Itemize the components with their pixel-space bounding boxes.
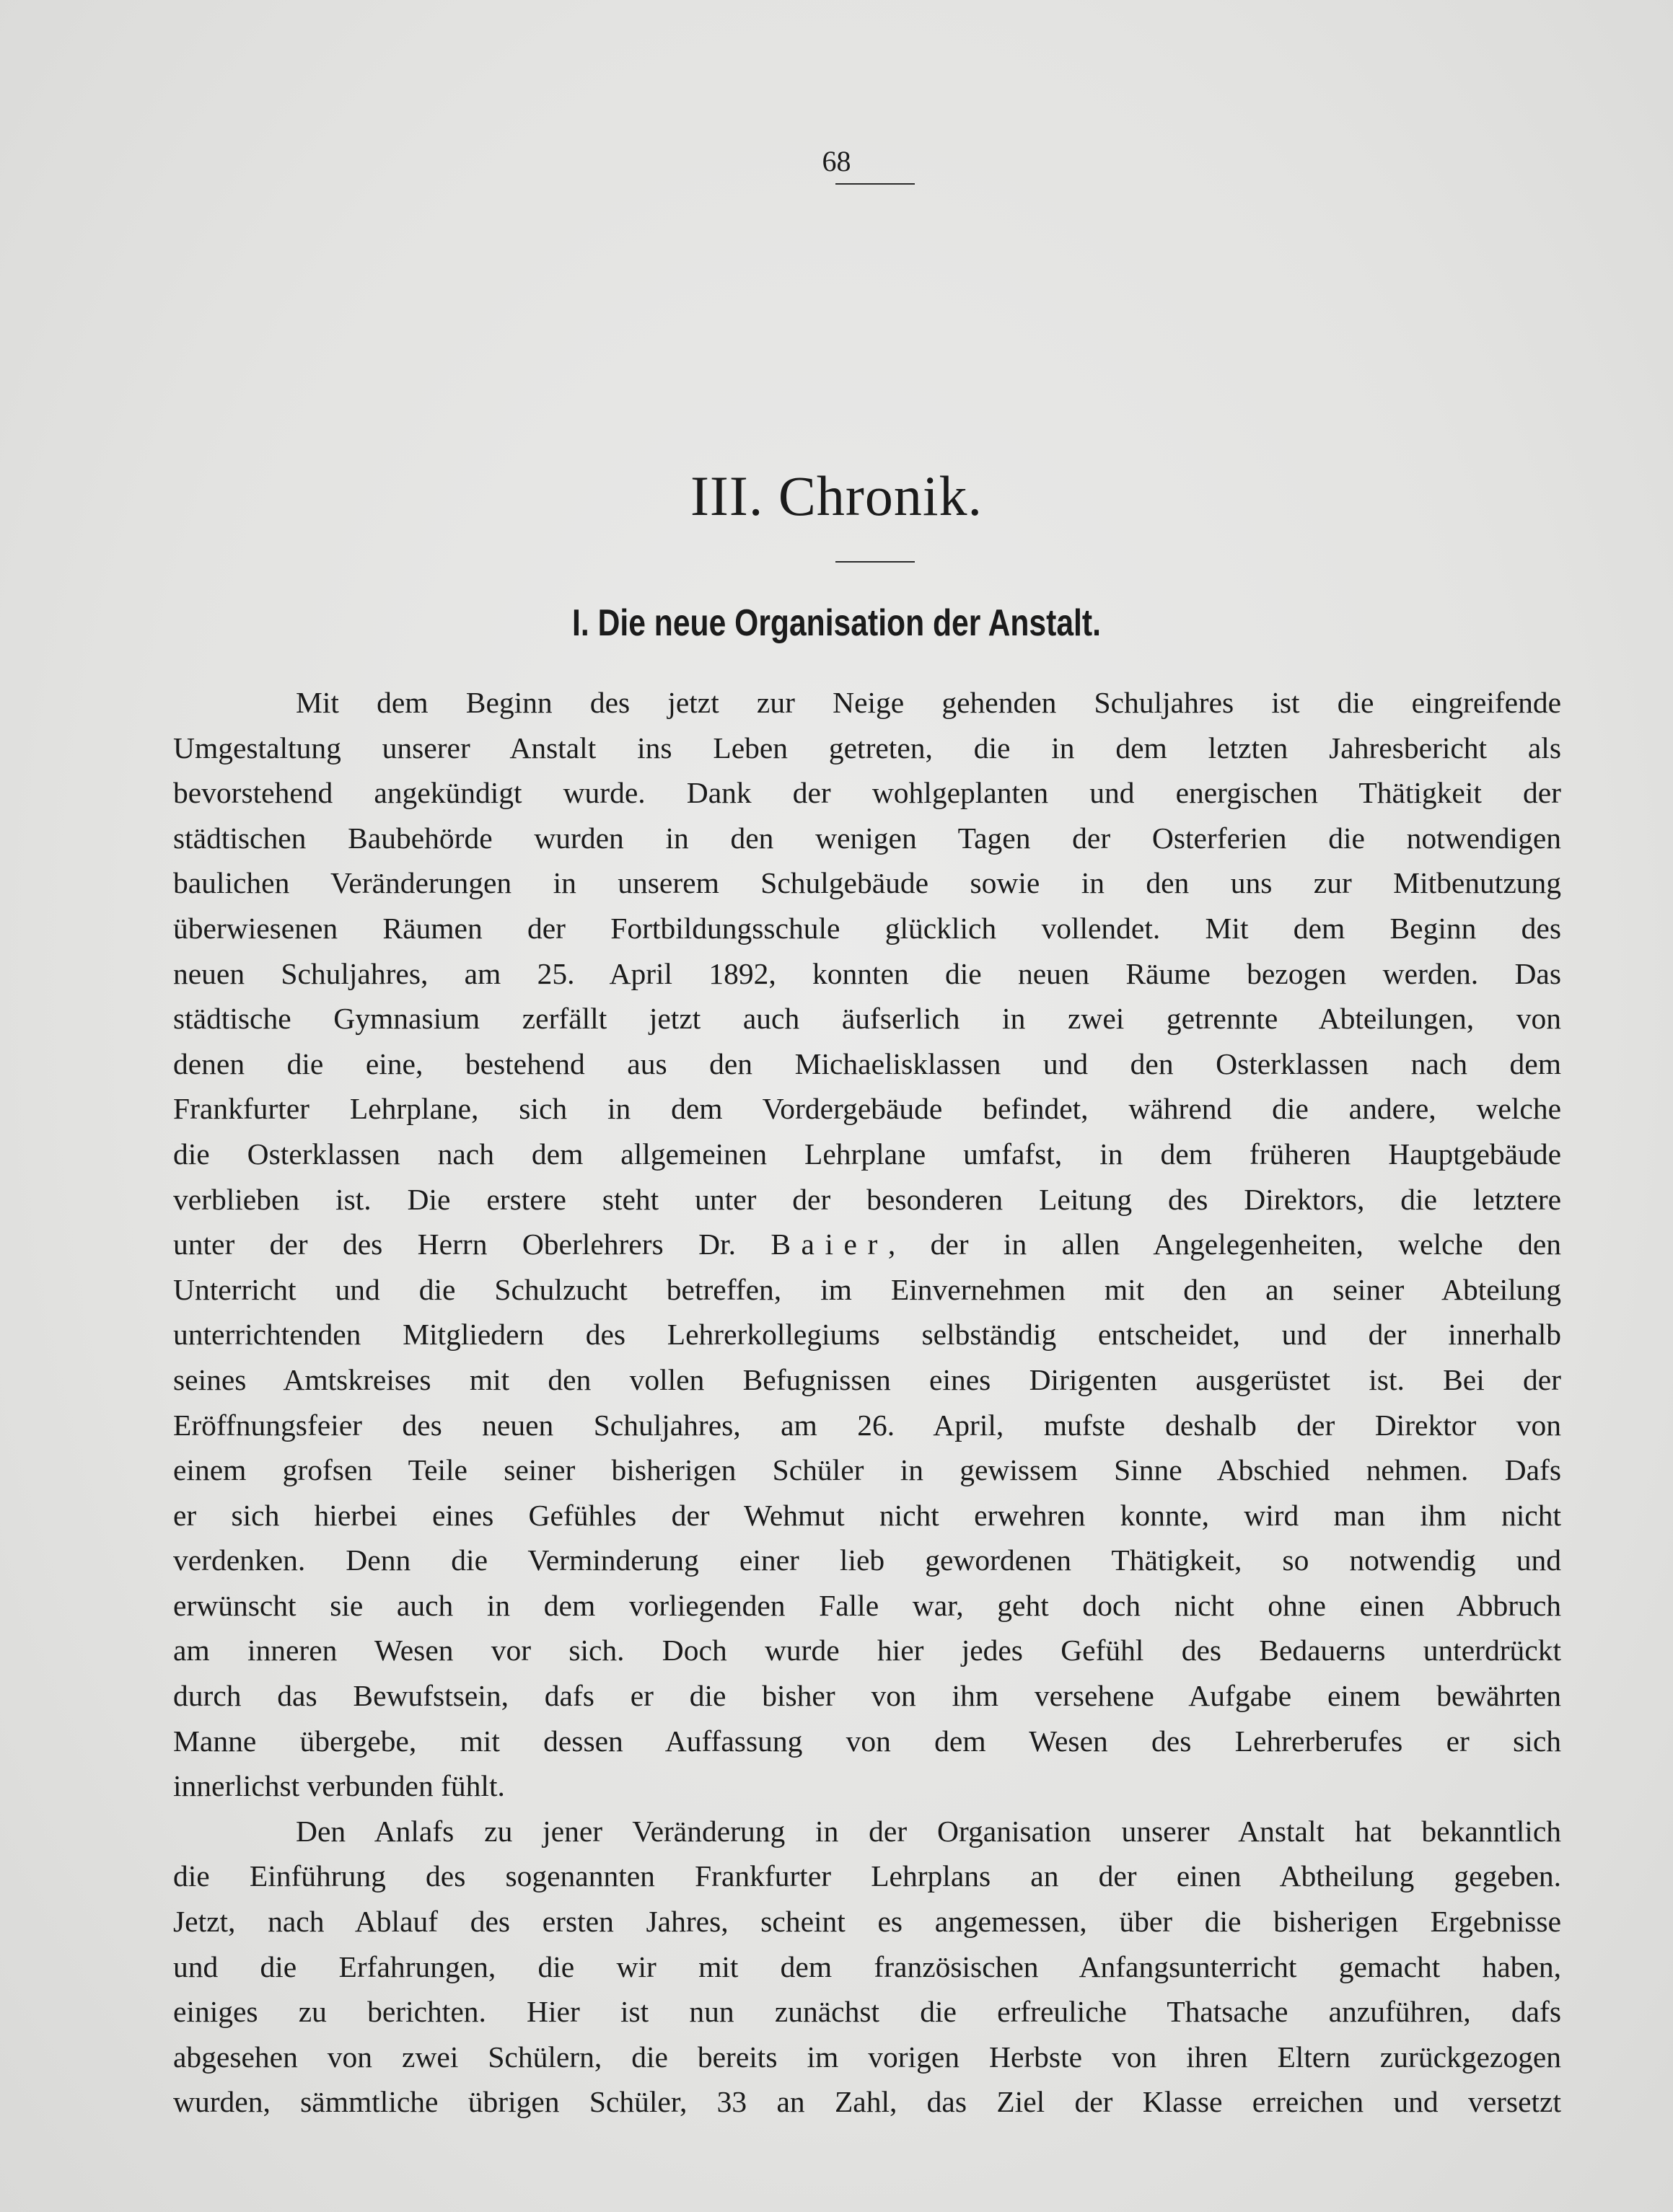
text-line: unterrichtenden Mitgliedern des Lehrerkollegiums selbständig entscheidet, und der innerhalb — [173, 1318, 1561, 1352]
text-line: Eröffnungsfeier des neuen Schuljahres, am 26. April, mufste deshalb der Direktor von — [173, 1408, 1561, 1442]
paragraph-2 — [173, 1811, 1561, 2123]
text-line: Frankfurter Lehrplane, sich in dem Vordergebäude befindet, während die andere, welche — [173, 1092, 1561, 1126]
text-line: Umgestaltung unserer Anstalt ins Leben getreten, die in dem letzten Jahresbericht als — [173, 731, 1561, 764]
chapter-title: III. Chronik. — [690, 464, 983, 527]
text-line: Mit dem Beginn des jetzt zur Neige gehenden Schuljahres ist die eingreifende — [296, 686, 1561, 719]
page-number-rule — [835, 183, 915, 185]
text-line — [173, 1224, 1561, 1265]
text-line: seines Amtskreises mit den vollen Befugnissen eines Dirigenten ausgerüstet ist. Bei der — [173, 1362, 1561, 1396]
text-line: Den Anlafs zu jener Veränderung in der Organisation unserer Anstalt hat bekanntlich — [296, 1814, 1561, 1848]
text-line: die Einführung des sogenannten Frankfurter Lehrplans an der einen Abtheilung gegeben. — [173, 1859, 1561, 1893]
text-line: wurden, sämmtliche übrigen Schüler, 33 an Zahl, das Ziel der Klasse erreichen und versetzt — [173, 2085, 1561, 2119]
paragraph-1 — [173, 682, 1561, 1807]
text-line: Jetzt, nach Ablauf des ersten Jahres, scheint es angemessen, über die bisherigen Ergebnisse — [173, 1905, 1561, 1939]
text-line: abgesehen von zwei Schülern, die bereits im vorigen Herbste von ihren Eltern zurückgezogen — [173, 2040, 1561, 2074]
text-fragment: , der in allen Angelegenheiten, welche den — [887, 1228, 1562, 1261]
text-line: verdenken. Denn die Verminderung einer lieb gewordenen Thätigkeit, so notwendig und — [173, 1543, 1561, 1577]
section-heading: I. Die neue Organisation der Anstalt. — [572, 602, 1101, 644]
chapter-rule — [835, 561, 915, 563]
body-text — [173, 682, 1561, 2123]
text-line: überwiesenen Räumen der Fortbildungsschule glücklich vollendet. Mit dem Beginn des — [173, 911, 1561, 945]
text-line: baulichen Veränderungen in unserem Schulgebäude sowie in den uns zur Mitbenutzung — [173, 866, 1561, 900]
text-line: erwünscht sie auch in dem vorliegenden Falle war, geht doch nicht ohne einen Abbruch — [173, 1588, 1561, 1622]
text-line: innerlichst verbunden fühlt. — [173, 1769, 505, 1803]
text-line: die Osterklassen nach dem allgemeinen Lehrplane umfafst, in dem früheren Hauptgebäude — [173, 1137, 1561, 1171]
text-line: verblieben ist. Die erstere steht unter der besonderen Leitung des Direktors, die letztere — [173, 1182, 1561, 1216]
text-line: einiges zu berichten. Hier ist nun zunächst die erfreuliche Thatsache anzuführen, dafs — [173, 1995, 1561, 2029]
text-line: städtischen Baubehörde wurden in den wenigen Tagen der Osterferien die notwendigen — [173, 821, 1561, 855]
text-line: neuen Schuljahres, am 25. April 1892, konnten die neuen Räume bezogen werden. Das — [173, 956, 1561, 990]
text-line: Manne übergebe, mit dessen Auffassung von dem Wesen des Lehrerberufes er sich — [173, 1724, 1561, 1758]
text-line: städtische Gymnasium zerfällt jetzt auch äufserlich in zwei getrennte Abteilungen, von — [173, 1002, 1561, 1036]
text-line: und die Erfahrungen, die wir mit dem französischen Anfangsunterricht gemacht haben, — [173, 1949, 1561, 1983]
text-line: am inneren Wesen vor sich. Doch wurde hier jedes Gefühl des Bedauerns unterdrückt — [173, 1634, 1561, 1667]
text-line: bevorstehend angekündigt wurde. Dank der wohlgeplanten und energischen Thätigkeit der — [173, 776, 1561, 810]
text-line: er sich hierbei eines Gefühles der Wehmut nicht erwehren konnte, wird man ihm nicht — [173, 1498, 1561, 1532]
text-line: einem grofsen Teile seiner bisherigen Schüler in gewissem Sinne Abschied nehmen. Dafs — [173, 1453, 1561, 1487]
page-number: 68 — [822, 145, 851, 177]
text-line: durch das Bewufstsein, dafs er die bisher von ihm versehene Aufgabe einem bewährten — [173, 1679, 1561, 1713]
text-fragment: unter der des Herrn Oberlehrers Dr. — [173, 1228, 771, 1261]
text-line: denen die eine, bestehend aus den Michaelisklassen und den Osterklassen nach dem — [173, 1046, 1561, 1080]
person-name: Baier — [770, 1228, 888, 1261]
text-line: Unterricht und die Schulzucht betreffen, im Einvernehmen mit den an seiner Abteilung — [173, 1272, 1561, 1306]
